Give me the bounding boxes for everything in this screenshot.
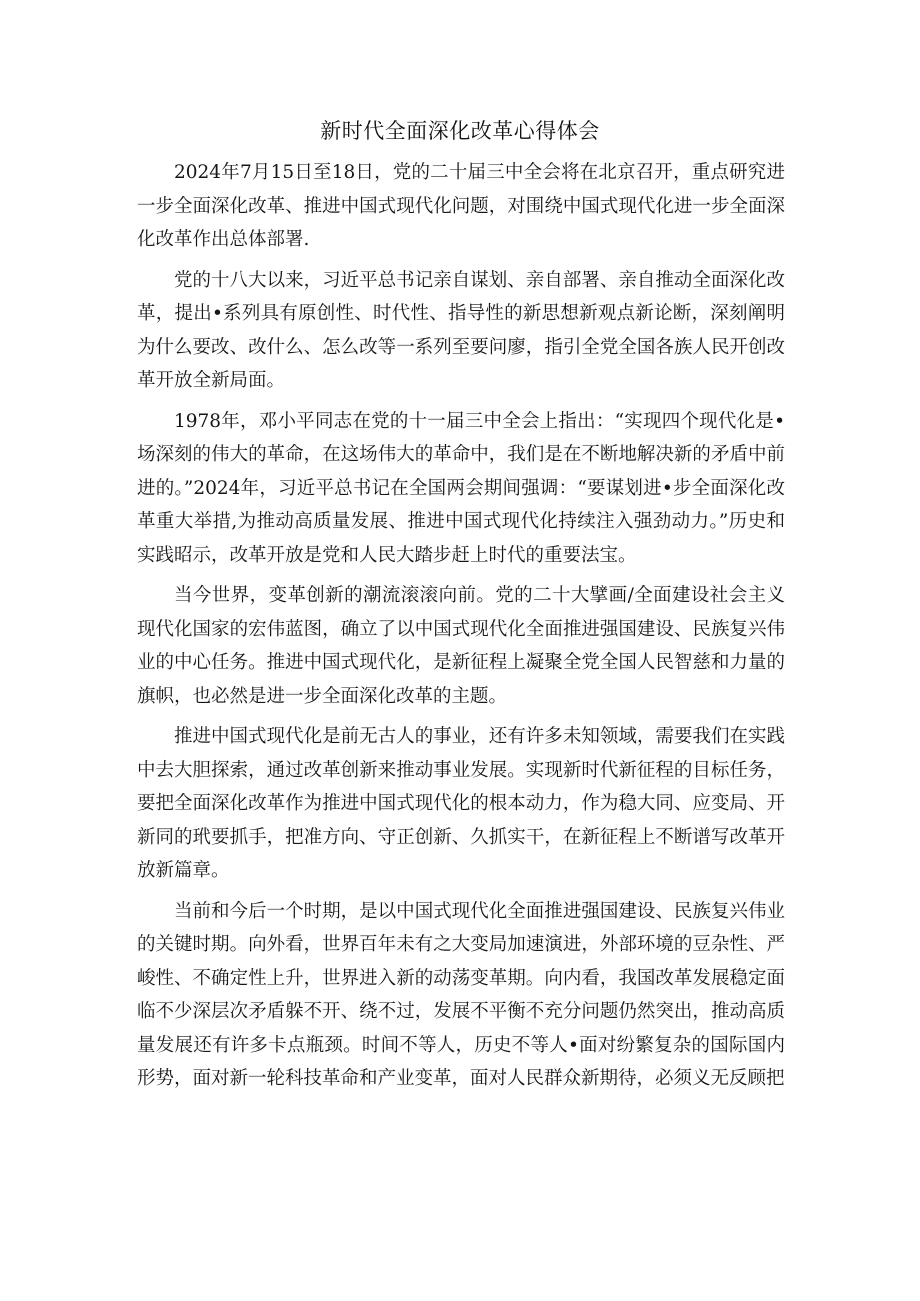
document-body <box>137 156 785 1103</box>
paragraph-5: 推进中国式现代化是前无古人的事业，还有许多未知领域，需要我们在实践中去大胆探索，通过改革创新来推动事业发展。实现新时代新征程的目标任务，要把全面深化改革作为推进中国式现代化的根本动力，作为稳大同、应变局、开新同的玳要抓手，把准方向、守正创新、久抓实干，在新征程上不断谱写改革开放新篇章。 <box>137 726 785 881</box>
paragraph-3: 1978年，邓小平同志在党的十一届三中全会上指出：“实现四个现代化是•场深刻的伟大的革命，在这场伟大的革命中，我们是在不断地解决新的矛盾中前进的。”2024年，习近平总书记在全国两会期间强调：“要谋划进•步全面深化改革重大举措,为推动高质量发展、推进中国式现代化持续注入强劲动力。”历史和实践昭示，改革开放是党和人民大踏步赶上时代的重要法宝。 <box>137 410 785 566</box>
paragraph-1: 2024年7月15日至18日，党的二十届三中全会将在北京召开，重点研究进一步全面深化改革、推进中国式现代化问题，对围绕中国式现代化进一步全面深化改革作出总体部署. <box>137 162 785 250</box>
paragraph-4: 当今世界，变革创新的潮流滚滚向前。党的二十大擘画/全面建设社会主义现代化国家的宏伟蓝图，确立了以中国式现代化全面推进强国建设、民族复兴伟业的中心任务。推进中国式现代化，是新征程上凝聚全党全国人民智慈和力量的旗帜，也必然是进一步全面深化改革的主题。 <box>137 585 785 707</box>
paragraph-6: 当前和今后一个时期，是以中国式现代化全面推进强国建设、民族复兴伟业的关键时期。向外看，世界百年未有之大变局加速演进，外部环境的豆杂性、严峻性、不确定性上升，世界进入新的动荡变革期。向内看，我国改革发展稳定面临不少深层次矛盾躲不开、绕不过，发展不平衡不充分问题仍然突出，推动高质量发展还有许多卡点瓶颈。时间不等人，历史不等人•面对纷繁复杂的国际国内形势，面对新一轮科技革命和产业变革，面对人民群众新期待，必须义无反顾把 <box>137 900 785 1089</box>
paragraph-2: 党的十八大以来，习近平总书记亲自谋划、亲自部署、亲自推动全面深化改革，提出•系列具有原创性、时代性、指导性的新思想新观点新论断，深刻阐明为什么要改、改什么、怎么改等一系列至要问廖，指引全党全国各族人民开创改革开放全新局面。 <box>137 269 785 391</box>
document-title: 新时代全面深化改革心得体会 <box>320 119 600 143</box>
